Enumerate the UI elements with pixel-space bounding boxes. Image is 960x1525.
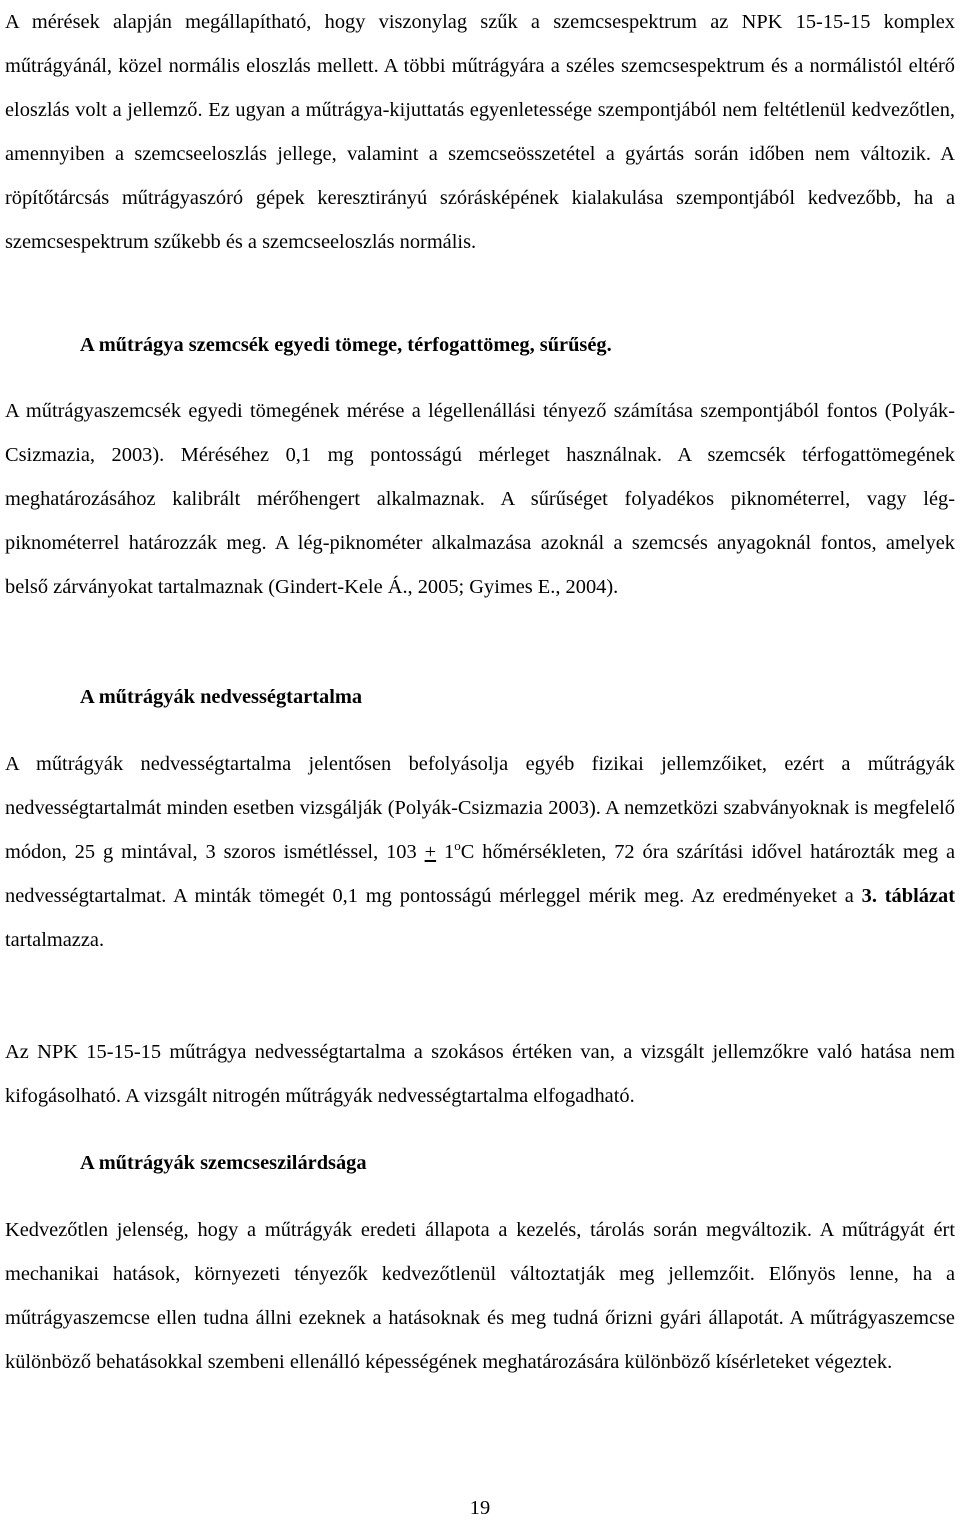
paragraph-particle-mass: A műtrágyaszemcsék egyedi tömegének mérése a légellenállási tényező számítása szempontjából fontos (Polyák-Csizmazia, 2003). Méréséhez 0,1 mg pontosságú mérleget használnak. A szemcsék térfogattömegének meghatározásához kalibrált mérőhengert alkalmaznak. A sűrűséget folyadékos piknométerrel, vagy lég-piknométerrel határozzák meg. A lég-piknométer alkalmazása azoknál a szemcsés anyagoknál fontos, amelyek belső zárványokat tartalmaznak (Gindert-Kele Á., 2005; Gyimes E., 2004).: [5, 400, 955, 598]
plus-minus-sign: +: [424, 841, 437, 863]
moisture-text-a: A műtrágyák nedvességtartalma jelentősen befolyásolja egyéb fizikai jellemzőiket, ezért a műtrágyák nedvességtartalmát minden esetben vizsgálják (Polyák-Csizmazia 2003). A nemzetközi szabványoknak is megfelelő módon, 25 g mintával, 3 szoros ismétléssel, 103: [5, 753, 955, 863]
paragraph-particle-strength: Kedvezőtlen jelenség, hogy a műtrágyák eredeti állapota a kezelés, tárolás során megváltozik. A műtrágyát ért mechanikai hatások, környezeti tényezők kedvezőtlenül változtatják meg jellemzőit. Előnyös lenne, ha a műtrágyaszemcse ellen tudna állni ezeknek a hatásoknak és meg tudná őrizni gyári állapotát. A műtrágyaszemcse különböző behatásokkal szembeni ellenálló képességének meghatározására különböző kísérleteket végeztek.: [5, 1219, 955, 1373]
page-number: 19: [469, 1497, 491, 1519]
heading-particle-mass-density: A műtrágya szemcsék egyedi tömege, térfogattömeg, sűrűség.: [80, 334, 612, 356]
heading-particle-strength: A műtrágyák szemcseszilárdsága: [80, 1152, 367, 1174]
paragraph-particle-spectrum: A mérések alapján megállapítható, hogy viszonylag szűk a szemcsespektrum az NPK 15-15-15 komplex műtrágyánál, közel normális eloszlás mellett. A többi műtrágyára a széles szemcsespektrum és a normálistól eltérő eloszlás volt a jellemző. Ez ugyan a műtrágya-kijuttatás egyenletessége szempontjából nem feltétlenül kedvezőtlen, amennyiben a szemcseeloszlás jellege, valamint a szemcseösszetétel a gyártás során időben nem változik. A röpítőtárcsás műtrágyaszóró gépek keresztirányú szórásképének kialakulása szempontjából kedvezőbb, ha a szemcsespektrum szűkebb és a szemcseeloszlás normális.: [5, 11, 955, 253]
paragraph-moisture-results: Az NPK 15-15-15 műtrágya nedvességtartalma a szokásos értéken van, a vizsgált jellemzőkre való hatása nem kifogásolható. A vizsgált nitrogén műtrágyák nedvességtartalma elfogadható.: [5, 1041, 955, 1107]
heading-moisture-content: A műtrágyák nedvességtartalma: [80, 686, 363, 708]
moisture-text-b: 1: [436, 841, 455, 863]
degree-superscript: o: [454, 838, 461, 854]
paragraph-moisture-method: [5, 742, 955, 962]
table-reference: 3. táblázat: [861, 885, 955, 907]
moisture-text-d: tartalmazza.: [5, 929, 105, 951]
moisture-text-c: C hőmérsékleten, 72 óra szárítási idővel határozták meg a nedvességtartalmat. A minták tömegét 0,1 mg pontosságú mérleggel mérik meg. Az eredményeket a: [5, 841, 955, 907]
